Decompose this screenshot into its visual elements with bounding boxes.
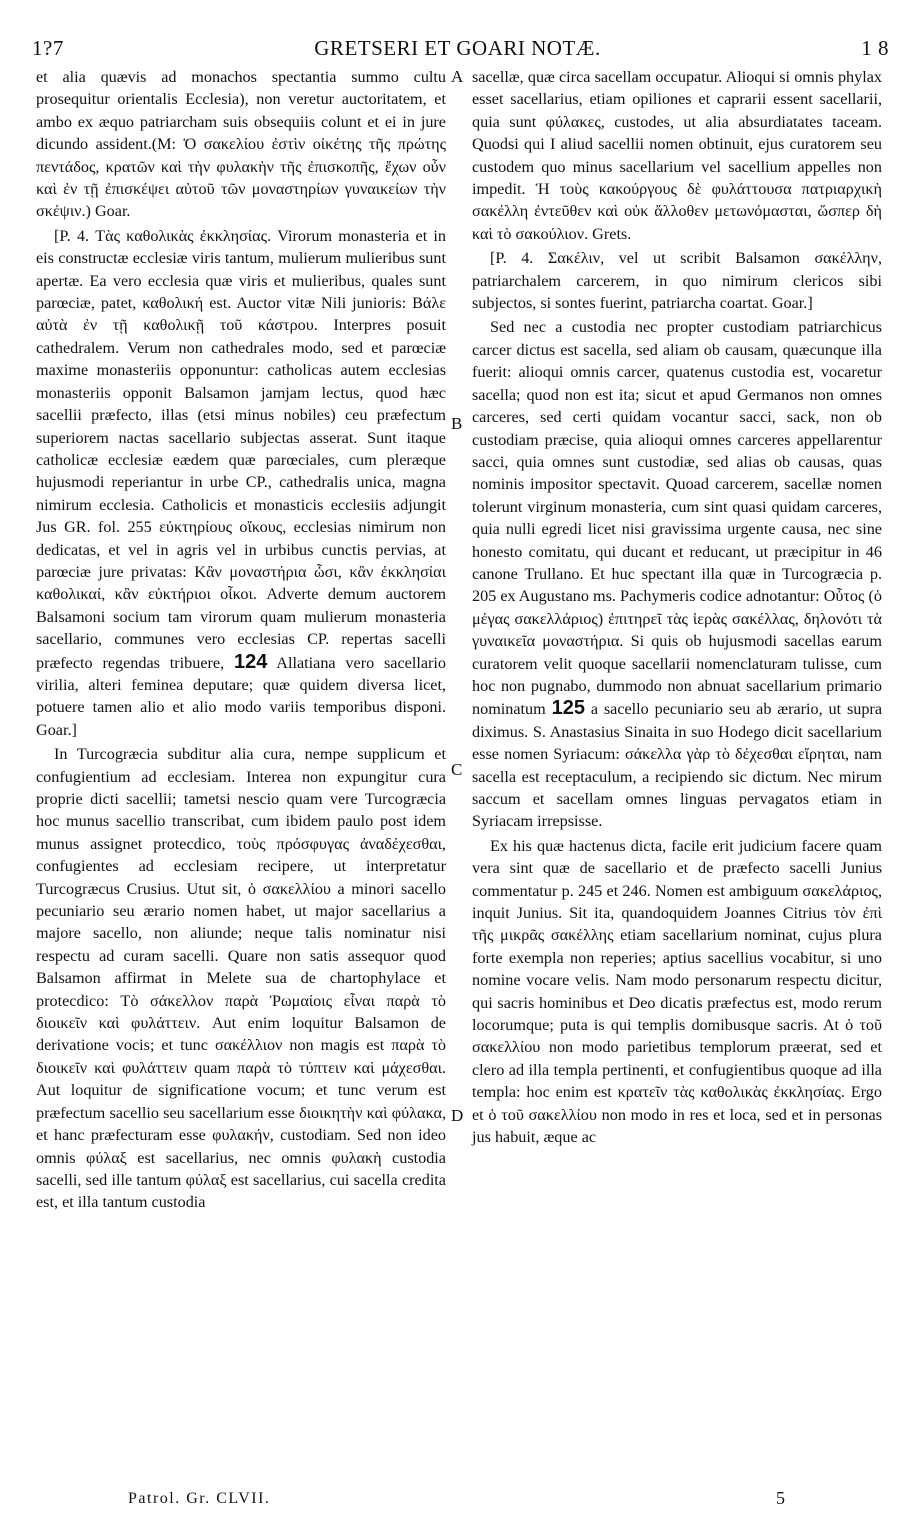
running-title: GRETSERI ET GOARI NOTÆ. <box>314 36 601 60</box>
margin-letter-c: C <box>451 760 463 779</box>
left-paragraph-1: et alia quævis ad monachos spectantia summo cultu prosequitur orientalis Ecclesia), non veretur auctoritatem, et ambo ex æquo patriarcham suis obsequiis colunt et ei in jure dicundo assident.(M: Ὁ σακελίου ἐστὶν οἰκέτης τῆς πρώτης πεντάδος, κρατῶν καὶ τὴν φυλακὴν τῆς ἐπισκοπῆς, ἔχων οὖν καὶ ἐν τῇ ἐπισκέψει αὐτοῦ τῶν μοναστηρίων γυναικείων τὴν σκέψιν.) Goar. <box>36 68 446 221</box>
left-paragraph-2 <box>36 225 446 741</box>
footer-collection: Patrol. Gr. CLVII. <box>128 1490 271 1507</box>
footer-signature: 5 <box>776 1488 785 1508</box>
margin-letter-b: B <box>451 414 463 433</box>
right-paragraph-4: Ex his quæ hactenus dicta, facile erit judicium facere quam vera sint quæ de sacellario et de præfecto sacelli Junius commentatur p. 245 et 246. Nomen est ambiguum σακελάριος, inquit Junius. Sit ita, quandoquidem Joannes Citrius τὸν ἐπὶ τῆς μικρᾶς σακέλλης etiam sacellarium nominat, cujus plura forte exempla non reperies; aptius sacellius vocabitur, si uno nomine vocare velis. Nam modo personarum respectu dicitur, qui sacris hominibus et Deo dicatis præfectus est, modo rerum locorumque; puta is qui templis domibusque sacris. At ὁ τοῦ σακελλίου non modo parietibus templorum præerat, sed et clero ad illa templa pertinenti, et confugientibus quoque ad illa templa: hoc enim est κρατεῖν τὰς καθολικὰς ἐκκλησίας. Ergo et ὁ τοῦ σακελλίου non modo in res et loca, sed et in personas jus habuit, æque ac <box>472 836 882 1147</box>
right-paragraph-2: [P. 4. Σακέλιν, vel ut scribit Balsamon σακέλλην, patriarchalem carcerem, in quo nimirum clericos sibi subjectos, si sontes fuerint, patriarcha coartat. Goar.] <box>472 249 882 313</box>
left-column <box>36 66 446 1214</box>
margin-letter-a: A <box>451 67 464 86</box>
page-number-left: 1?7 <box>32 36 64 60</box>
margin-letter-d: D <box>451 1106 464 1125</box>
left-paragraph-2-part-2: Allatiana vero sacellario virilia, alteri feminea deputare; quæ quidem diversa licet, potuere tamen alio et alio modo variis temporibus disponi. Goar.] <box>36 653 447 739</box>
page-marker-124: 124 <box>233 650 268 673</box>
page-header <box>26 36 889 62</box>
right-column <box>472 66 882 1149</box>
right-paragraph-3-part-1: Sed nec a custodia nec propter custodiam patriarchicus carcer dictus est sacella, sed aliam ob causam, quæcunque illa fuerit: alioqui omnis carcer, quatenus custodia est, vocaretur sacella; quod non est ita; sicut et apud Germanos non omnes carceres, sed certi quidam vocantur sacci, sack, non ob custodiam præcise, quia alioqui omnes carceres appellarentur sacci, quia omnes sunt custodiæ, sed alias ob causas, quas nominis impositor spectavit. Quoad carcerem, sacellæ nomen tolerunt virginum monasteria, cum sint quasi quidam carceres, quia nulli egredi licet nisi gravissima urgente causa, nec sine honesto comitatu, qui ducant et reducant, ut præcipitur in 46 canone Trullano. Et huc spectant illa quæ in Turcogræcia p. 205 ex Augustano ms. Pachymeris codice adnotantur: Οὗτος (ὁ μέγας σακελλάριος) ἐπιτηρεῖ τὰς ἱερὰς σακέλλας, δηλονότι τὰ γυναικεῖα μοναστήρια. Si quis ob hujusmodi sacellas earum curatorem velit quoque sacellarii nomenclaturam tulisse, cum hoc non pugnabo, dummodo non abnuat sacellarium primario nominatum <box>472 318 882 719</box>
right-paragraph-3 <box>472 316 882 832</box>
left-paragraph-3: In Turcogræcia subditur alia cura, nempe supplicum et confugientium ad ecclesiam. Interea non expungitur cura proprie dicti sacellii; tametsi nescio quam vere Turcogræcia hoc munus sacellio transcribat, cum ibidem paulo post idem munus assignet protecdico, τοὺς πρόσφυγας ἀναδέχεσθαι, confugientes ad ecclesiam recipere, ut interpretatur Turcogræcus Crusius. Utut sit, ὁ σακελλίου a minori sacello pecuniario seu ærario nomen habet, ut major sacellarius a majore sacello, non aliunde; neque talis nominatur nisi respectu ad curam sacelli. Quare non satis assequor quod Balsamon affirmat in Melete sua de chartophylace et protecdico: Τὸ σάκελλον παρὰ Ῥωμαίοις εἶναι παρὰ τὸ διοικεῖν καὶ φυλάττειν. Aut enim loquitur Balsamon de derivatione vocis; et tunc σακέλλιον non magis est παρὰ τὸ διοικεῖν καὶ φυλάττειν quam παρὰ τὸ τύπτειν καὶ μάχεσθαι. Aut loquitur de significatione vocum; et tunc verum est præfectum sacellio seu sacellarium esse διοικητὴν καὶ φύλακα, et hanc præfecturam esse φυλακήν, custodiam. Sed non ideo omnis φύλαξ est sacellarius, nec omnis φυλακὴ custodia sacelli, sed ille tantum φύλαξ est sacellarius, cui sacella credita est, et illa tantum custodia <box>36 745 446 1212</box>
right-paragraph-3-part-2: a sacello pecuniario seu ab ærario, ut supra diximus. S. Anastasius Sinaita in suo Hodego dicit sacellarium esse nomen Syriacum: σάκελλα γὰρ τὸ δέχεσθαι εἴρηται, nam sacella est receptaculum, a recipiendo sic dictum. Nec mirum saccum et sacellam omnes linguas pervagatos etiam in Syriacam irrepsisse. <box>472 700 883 831</box>
right-paragraph-1: sacellæ, quæ circa sacellam occupatur. Alioqui si omnis phylax esset sacellarius, etiam opiliones et caprarii essent sacellarii, quia sunt φύλακες, custodes, ut alia absurdiatates taceam. Quodsi qui I aliud sacellii nomen obtinuit, ejus curatorem seu custodem quo minus sacellarium vel sacellium appelles non impedit. Ἡ τοὺς κακούργους δὲ φυλάττουσα πατριαρχικὴ σακέλλη ἐντεῦθεν καὶ οὐκ ἄλλοθεν μετωνόμασται, ὥσπερ δὴ καὶ τὸ σακούλιον. Grets. <box>472 68 882 243</box>
page-marker-125: 125 <box>551 697 585 720</box>
page-number-right: 1 8 <box>861 36 889 60</box>
left-paragraph-2-part-1: [P. 4. Τὰς καθολικὰς ἐκκλησίας. Virorum monasteria et in eis constructæ ecclesiæ viris tantum, mulierum mulieribus sunt apertæ. Ea vero ecclesia quæ viris et mulieribus, quales sunt parœciæ, patet, καθολική est. Auctor vitæ Nili junioris: Βάλε αὐτὰ ἐν τῇ καθολικῇ τοῦ κάστρου. Interpres posuit cathedralem. Verum non cathedrales modo, sed et parœciæ maxime monasteriis opponuntur: catholicas autem ecclesias monasteriis opponit Balsamon jamjam lectus, quod hæc sacellii præfecto, illas (etsi minus nobiles) ceu præfectum superiorem nactas sacellario subjectas asserat. Sunt itaque catholicæ ecclesiæ eædem quæ parœciales, cum pleræque hujusmodi reperiantur in urbe CP., cathedralis unica, magna nimirum ecclesia. Catholicis et monasticis ecclesiis adjungit Jus GR. fol. 255 εὐκτηρίους οἴκους, ecclesias nimirum non dedicatas, et vel in agris vel in urbibus cunctis pervias, at parœciæ jure privatas: Κἂν μοναστήρια ὦσι, κἂν ἐκκλησίαι καθολικαί, κἂν εὐκτήριοι οἶκοι. Adverte demum auctorem Balsamoni socium tam virorum quam mulierum monasteria sacellario, communes vero ecclesias CP. repertas sacelli præfecto regendas tribuere, <box>36 226 446 672</box>
